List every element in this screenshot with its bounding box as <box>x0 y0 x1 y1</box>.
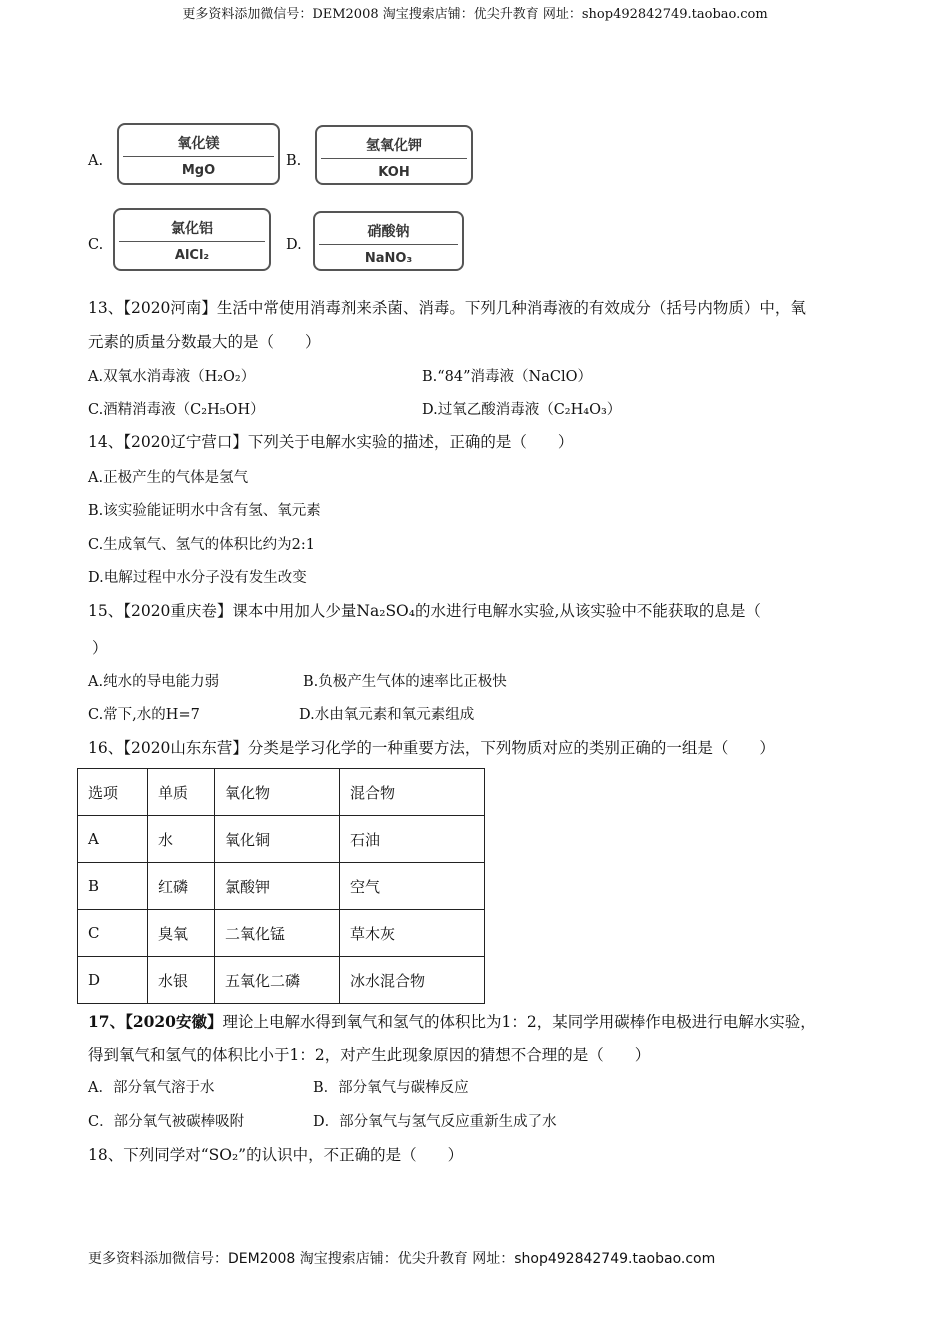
q12-label-c <box>113 208 271 271</box>
label-divider <box>119 241 265 242</box>
q17-option-a: A．部分氧气溶于水 <box>88 1080 215 1096</box>
label-divider <box>321 158 467 159</box>
q18-stem: 18、下列同学对“SO₂”的认识中，不正确的是（ ） <box>88 1146 464 1164</box>
table-header-row <box>78 769 485 816</box>
q13-stem-line1: 13、【2020河南】生活中常使用消毒剂来杀菌、消毒。下列几种消毒液的有效成分（括号内物质）中，氧 <box>88 299 806 317</box>
q16-stem: 16、【2020山东东营】分类是学习化学的一种重要方法，下列物质对应的类别正确的一组是（ ） <box>88 739 775 757</box>
table-header-cell: 混合物 <box>340 769 485 816</box>
label-divider <box>319 244 458 245</box>
q12-option-b-letter: B. <box>286 153 302 169</box>
table-cell: 红磷 <box>148 863 215 910</box>
table-cell: 空气 <box>340 863 485 910</box>
table-cell: A <box>78 816 148 863</box>
q13-stem-line2: 元素的质量分数最大的是（ ） <box>88 333 321 351</box>
label-name: 氢氧化钾 <box>366 138 422 154</box>
q15-stem-line2: ） <box>92 639 108 657</box>
q12-option-a-letter: A. <box>88 153 104 169</box>
q15-option-b: B.负极产生气体的速率比正极快 <box>303 674 507 690</box>
q15-option-c: C.常下,水的H=7 <box>88 707 200 723</box>
q15-stem-line1: 15、【2020重庆卷】课本中用加人少量Na₂SO₄的水进行电解水实验,从该实验中不能获取的息是（ <box>88 602 761 620</box>
table-header-cell: 选项 <box>78 769 148 816</box>
label-formula: MgO <box>181 163 216 178</box>
q12-option-c-letter: C. <box>88 237 104 253</box>
table-row <box>78 816 485 863</box>
q14-option-d: D.电解过程中水分子没有发生改变 <box>88 570 307 586</box>
table-cell: 草木灰 <box>340 910 485 957</box>
label-name: 氯化铝 <box>171 221 213 237</box>
q17-source-tag: 17、【2020安徽】 <box>88 1012 223 1031</box>
table-cell: 石油 <box>340 816 485 863</box>
q14-stem: 14、【2020辽宁营口】下列关于电解水实验的描述，正确的是（ ） <box>88 433 574 451</box>
page-header: 更多资料添加微信号：DEM2008 淘宝搜索店铺：优尖升教育 网址：shop492842749.taobao.com <box>182 7 768 22</box>
q17-stem-line2: 得到氧气和氢气的体积比小于1：2，对产生此现象原因的猜想不合理的是（ ） <box>88 1046 651 1064</box>
table-cell: 水 <box>148 816 215 863</box>
q14-option-b: B.该实验能证明水中含有氢、氧元素 <box>88 503 321 519</box>
q17-stem-line1 <box>88 1010 816 1032</box>
q13-option-b: B.“84”消毒液（NaClO） <box>422 369 592 385</box>
q14-option-c: C.生成氧气、氢气的体积比约为2:1 <box>88 537 316 553</box>
table-header-cell: 单质 <box>148 769 215 816</box>
table-cell: D <box>78 957 148 1004</box>
table-header-cell: 氧化物 <box>215 769 340 816</box>
q17-option-c: C．部分氧气被碳棒吸附 <box>88 1114 245 1130</box>
label-formula: KOH <box>378 165 410 180</box>
q13-option-d: D.过氧乙酸消毒液（C₂H₄O₃） <box>422 402 622 418</box>
table-cell: 水银 <box>148 957 215 1004</box>
q15-option-a: A.纯水的导电能力弱 <box>88 674 220 690</box>
q16-classification-table <box>77 768 485 1004</box>
table-cell: B <box>78 863 148 910</box>
table-cell: 二氧化锰 <box>215 910 340 957</box>
label-divider <box>123 156 274 157</box>
page-footer: 更多资料添加微信号：DEM2008 淘宝搜索店铺：优尖升教育 网址：shop492842749.taobao.com <box>88 1251 716 1267</box>
q13-option-c: C.酒精消毒液（C₂H₅OH） <box>88 402 265 418</box>
label-name: 硝酸钠 <box>367 224 410 240</box>
q12-option-d-letter: D. <box>286 237 302 253</box>
table-cell: 氧化铜 <box>215 816 340 863</box>
q17-option-b: B．部分氧气与碳棒反应 <box>313 1080 469 1096</box>
q12-label-b <box>315 125 473 185</box>
label-formula: NaNO₃ <box>364 251 413 266</box>
table-cell: 臭氧 <box>148 910 215 957</box>
table-row <box>78 910 485 957</box>
q13-option-a: A.双氧水消毒液（H₂O₂） <box>88 369 256 385</box>
q17-option-d: D．部分氧气与氢气反应重新生成了水 <box>313 1114 557 1130</box>
q15-option-d: D.水由氧元素和氧元素组成 <box>299 707 475 723</box>
table-row <box>78 863 485 910</box>
table-row <box>78 957 485 1004</box>
table-cell: C <box>78 910 148 957</box>
label-formula: AlCl₂ <box>174 248 210 263</box>
q12-label-d <box>313 211 464 271</box>
table-cell: 氯酸钾 <box>215 863 340 910</box>
table-cell: 冰水混合物 <box>340 957 485 1004</box>
q12-label-a <box>117 123 280 185</box>
table-cell: 五氧化二磷 <box>215 957 340 1004</box>
q14-option-a: A.正极产生的气体是氢气 <box>88 470 249 486</box>
q17-stem-text: 理论上电解水得到氧气和氢气的体积比为1：2，某同学用碳棒作电极进行电解水实验， <box>222 1013 816 1031</box>
label-name: 氧化镁 <box>177 136 220 152</box>
